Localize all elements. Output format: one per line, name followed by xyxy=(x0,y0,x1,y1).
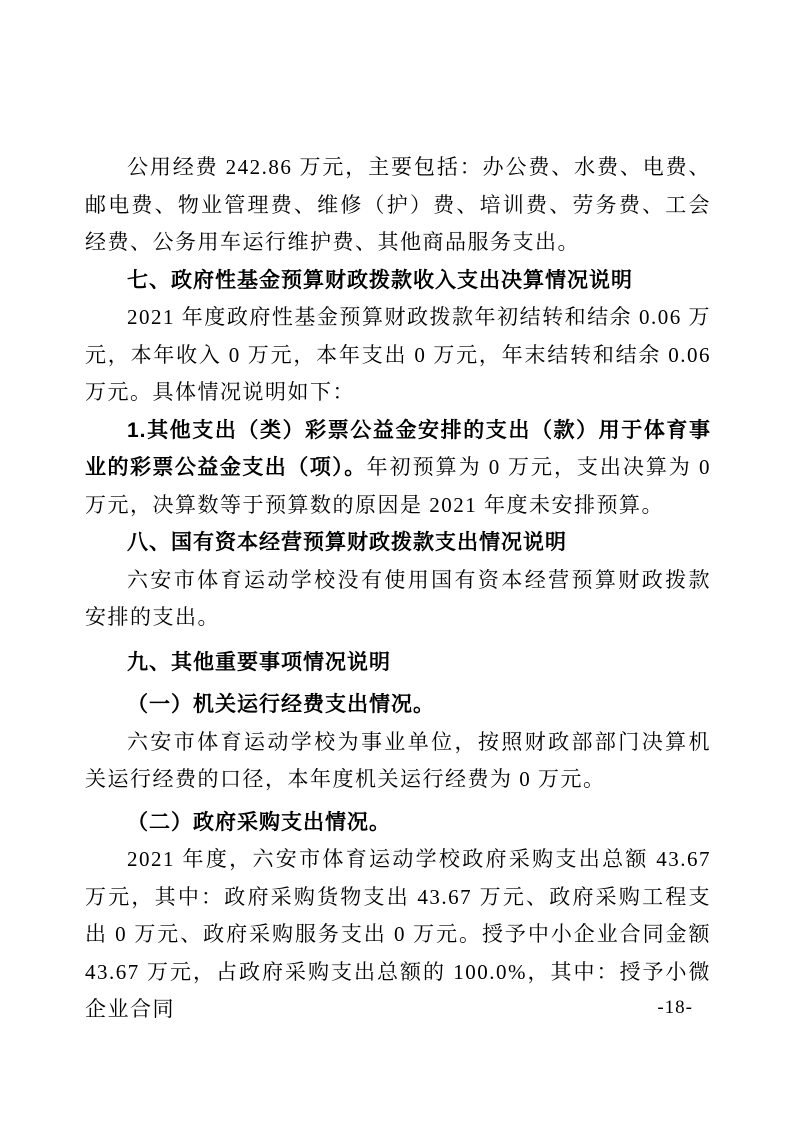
paragraph-lottery-expenditure xyxy=(85,412,711,525)
heading-section-8: 八、国有资本经营预算财政拨款支出情况说明 xyxy=(127,531,567,554)
document-content xyxy=(85,149,711,1029)
bold-lead-lottery: 1.其他支出（类）彩票公益金安排的支出（款）用于体育事业的彩票公益金支出（项）。 xyxy=(85,418,711,479)
heading-sub-agency-operating: （一）机关运行经费支出情况。 xyxy=(127,693,435,716)
paragraph-lottery-detail: 年初预算为 0 万元，支出决算为 0 万元，决算数等于预算数的原因是 2021 年度未安排预算。 xyxy=(85,455,712,517)
paragraph-agency-operating: 六安市体育运动学校为事业单位，按照财政部部门决算机关运行经费的口径，本年度机关运行经费为 0 万元。 xyxy=(85,729,711,791)
paragraph-public-funds: 公用经费 242.86 万元，主要包括：办公费、水费、电费、邮电费、物业管理费、维修（护）费、培训费、劳务费、工会经费、公务用车运行维护费、其他商品服务支出。 xyxy=(85,155,711,254)
page-number: -18- xyxy=(657,997,693,1018)
paragraph-procurement: 2021 年度，六安市体育运动学校政府采购支出总额 43.67 万元，其中：政府采购货物支出 43.67 万元、政府采购工程支出 0 万元、政府采购服务支出 0 万元。授予中小企业合同金额 43.67 万元，占政府采购支出总额的 100.0%，其中：授予小微企业合同 xyxy=(85,847,711,1021)
paragraph-govfund-summary: 2021 年度政府性基金预算财政拨款年初结转和结余 0.06 万元，本年收入 0 万元，本年支出 0 万元，年末结转和结余 0.06 万元。具体情况说明如下： xyxy=(85,305,711,404)
heading-section-9: 九、其他重要事项情况说明 xyxy=(127,650,391,674)
heading-section-7: 七、政府性基金预算财政拨款收入支出决算情况说明 xyxy=(127,268,633,292)
paragraph-state-capital: 六安市体育运动学校没有使用国有资本经营预算财政拨款安排的支出。 xyxy=(85,567,711,629)
heading-sub-procurement: （二）政府采购支出情况。 xyxy=(127,810,391,834)
